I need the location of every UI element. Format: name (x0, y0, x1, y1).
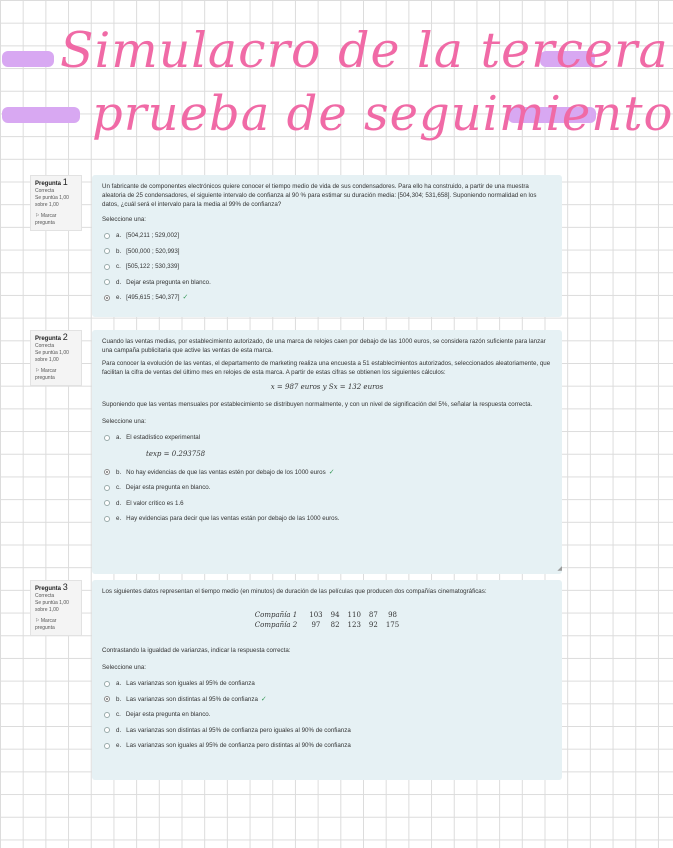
correct-check-icon: ✓ (182, 294, 189, 302)
question-number: Pregunta 1 (35, 177, 68, 187)
answer-option[interactable]: a. Las varianzas son iguales al 95% de confianza (102, 676, 552, 692)
question-number: Pregunta 3 (35, 582, 68, 592)
flag-question-link[interactable]: ⚐ Marcar pregunta (35, 213, 57, 226)
option-formula: texp = 0.293758 (146, 449, 206, 458)
question-number: Pregunta 2 (35, 332, 68, 342)
radio-button[interactable] (104, 743, 110, 749)
question-content (92, 175, 562, 317)
question-score: Se puntúa 1,00 sobre 1,00 (35, 600, 69, 613)
answer-option[interactable]: e. Hay evidencias para decir que las ventas están por debajo de las 1000 euros. (102, 511, 552, 527)
answer-options (102, 430, 552, 527)
answer-option[interactable]: b. [500,000 ; 520,993] (102, 244, 552, 260)
question-status: Correcta (35, 593, 55, 599)
radio-button[interactable] (104, 516, 110, 522)
answer-option[interactable]: a. El estadístico experimental (102, 430, 552, 446)
resize-handle-icon[interactable]: ◢ (557, 566, 562, 572)
radio-button[interactable] (104, 727, 110, 733)
answer-option[interactable]: b. No hay evidencias de que las ventas estén por debajo de los 1000 euros ✓ (102, 465, 552, 481)
answer-options (102, 228, 552, 306)
radio-button[interactable] (104, 681, 110, 687)
flag-question-link[interactable]: ⚐ Marcar pregunta (35, 368, 57, 381)
answer-option[interactable]: d. Las varianzas son distintas al 95% de confianza pero iguales al 90% de confianza (102, 723, 552, 739)
question-status: Correcta (35, 188, 55, 194)
radio-button[interactable] (104, 500, 110, 506)
highlight-bar (2, 107, 80, 123)
table-row: Compañía 2 97 82 123 92 175 (254, 621, 400, 629)
answer-option[interactable]: b. Las varianzas son distintas al 95% de confianza ✓ (102, 692, 552, 708)
question-content (92, 580, 562, 780)
question-text: Cuando las ventas medias, por establecimiento autorizado, de una marca de relojes caen por debajo de las 1000 euros, se considera razón suficiente para lanzar una campaña publicitaria que active las ventas de esta marca. (102, 338, 546, 354)
radio-button[interactable] (104, 696, 110, 702)
radio-button[interactable] (104, 469, 110, 475)
answer-option[interactable]: c. Dejar esta pregunta en blanco. (102, 707, 552, 723)
radio-button[interactable] (104, 295, 110, 301)
answer-option[interactable]: d. Dejar esta pregunta en blanco. (102, 275, 552, 291)
answer-options (102, 676, 552, 754)
page-title-line-2: prueba de seguimiento (92, 86, 673, 142)
question-score: Se puntúa 1,00 sobre 1,00 (35, 195, 69, 208)
question-status: Correcta (35, 343, 55, 349)
answer-option[interactable]: e. Las varianzas son iguales al 95% de confianza pero distintas al 90% de confianza (102, 738, 552, 754)
answer-option[interactable]: a. [504,211 ; 529,002] (102, 228, 552, 244)
question-score: Se puntúa 1,00 sobre 1,00 (35, 350, 69, 363)
question-info (30, 580, 82, 636)
answer-option[interactable]: c. [505,122 ; 530,339] (102, 259, 552, 275)
question-info (30, 330, 82, 386)
question-text: Suponiendo que las ventas mensuales por establecimiento se distribuyen normalmente, y con un nivel de significación del 5%, señalar la respuesta correcta. (102, 401, 533, 408)
highlight-bar (2, 51, 54, 67)
question-info (30, 175, 82, 231)
radio-button[interactable] (104, 264, 110, 270)
answer-option[interactable]: e. [495,615 ; 540,377] ✓ (102, 290, 552, 306)
radio-button[interactable] (104, 248, 110, 254)
correct-check-icon: ✓ (260, 695, 267, 703)
question-content (92, 330, 562, 574)
answer-option[interactable]: c. Dejar esta pregunta en blanco. (102, 480, 552, 496)
question-text: Para conocer la evolución de las ventas, el departamento de marketing realiza una encuesta a 51 establecimientos autorizados, seleccionados aleatoriamente, que facilitan la cifra de ventas del último mes en relojes de esta marca. A partir de estas cifras se obtienen los siguientes cálculos: (102, 360, 551, 376)
radio-button[interactable] (104, 485, 110, 491)
select-label: Seleccione una: (102, 216, 147, 223)
table-row: Compañía 1 103 94 110 87 98 (254, 611, 397, 619)
radio-button[interactable] (104, 233, 110, 239)
data-table (251, 610, 403, 630)
radio-button[interactable] (104, 279, 110, 285)
flag-question-link[interactable]: ⚐ Marcar pregunta (35, 618, 57, 631)
radio-button[interactable] (104, 712, 110, 718)
radio-button[interactable] (104, 435, 110, 441)
select-label: Seleccione una: (102, 664, 147, 671)
question-text: Un fabricante de componentes electrónicos quiere conocer el tiempo medio de vida de sus condensadores. Para ello ha construido, a partir de una muestra aleatoria de 25 condensadores, el siguiente intervalo de confianza al 90 % para estimar su duración media: [504,304; 531,658]. Suponiendo normalidad en los datos, ¿cuál será el intervalo para la media al 99% de confianza? (102, 183, 537, 208)
question-text: Los siguientes datos representan el tiempo medio (en minutos) de duración de las películas que producen dos compañías cinematográficas: (102, 588, 487, 595)
correct-check-icon: ✓ (328, 468, 335, 476)
page-title-line-1: Simulacro de la tercera (60, 22, 669, 79)
answer-option[interactable]: d. El valor crítico es 1.6 (102, 496, 552, 512)
select-label: Seleccione una: (102, 418, 147, 425)
question-prompt: Contrastando la igualdad de varianzas, indicar la respuesta correcta: (102, 647, 291, 654)
question-formula: x = 987 euros y Sx = 132 euros (270, 383, 384, 391)
